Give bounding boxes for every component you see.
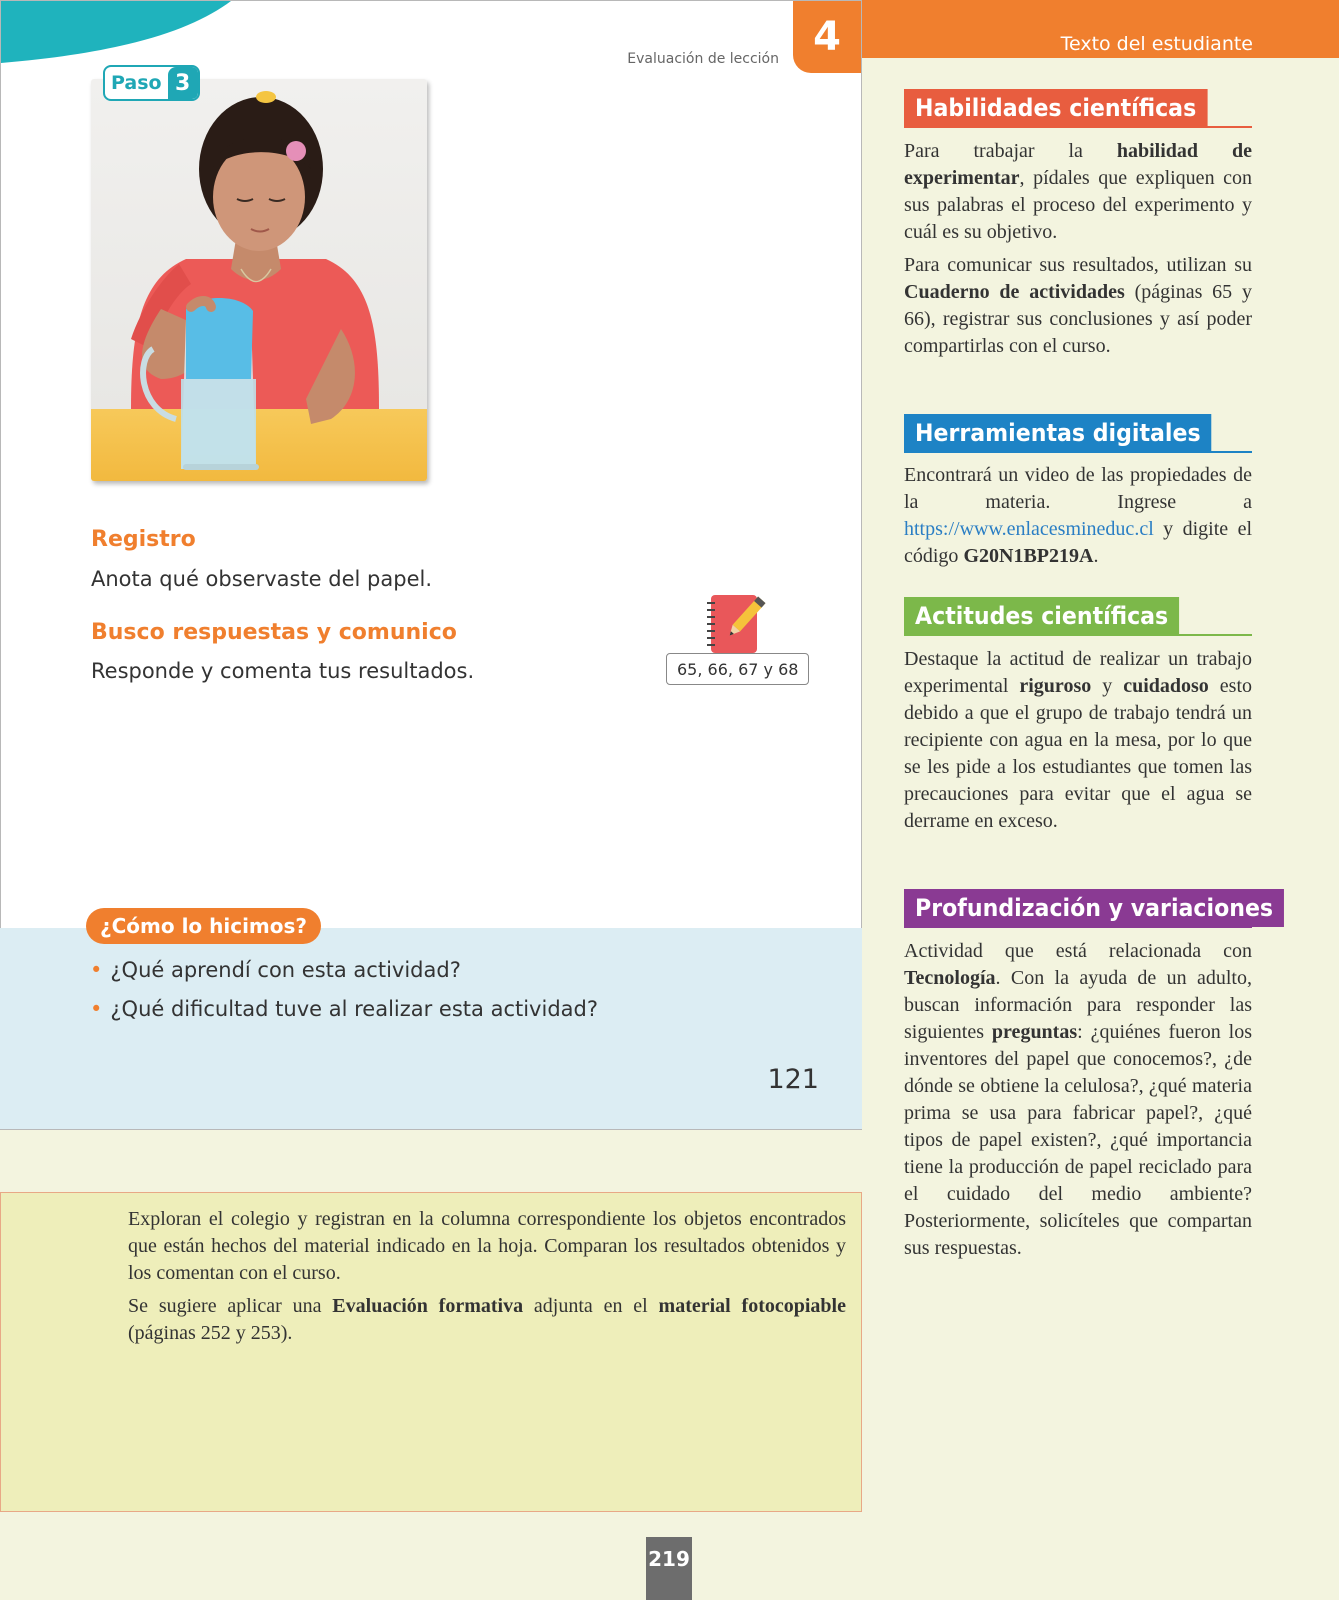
step-badge (103, 65, 200, 101)
student-page-bottom-border (0, 1129, 862, 1130)
habilidades-paragraph (904, 138, 1252, 246)
bold-run: habilidad de experimentar (904, 140, 1252, 189)
profundizacion-body (904, 938, 1252, 1268)
text-run: y (1091, 675, 1124, 697)
registro-instruction: Anota qué observaste del papel. (91, 567, 432, 591)
bold-run: preguntas (991, 1021, 1078, 1043)
bullet-icon: • (90, 958, 103, 982)
text-run: Para comunicar sus resultados, utilizan su (904, 254, 1252, 276)
bold-run: Cuaderno de actividades (904, 281, 1125, 303)
actitudes-paragraph (904, 646, 1252, 835)
herramientas-rule (904, 451, 1252, 453)
text-run: esto debido a que el grupo de trabajo tendrá un recipiente con agua en la mesa, por lo que se les pide a los estudiantes que tomen las precauciones para evitar que el agua se derrame en exceso. (904, 675, 1252, 832)
bold-run: material fotocopiable (658, 1295, 846, 1317)
text-run: . (1093, 545, 1099, 567)
reflection-question (90, 958, 461, 982)
text-run: (páginas 252 y 253). (128, 1322, 293, 1344)
profundizacion-rule (904, 926, 1252, 928)
text-run: Encontrará un video de las propiedades de la materia. Ingrese a (904, 464, 1252, 513)
bold-run: riguroso (1019, 675, 1092, 697)
habilidades-paragraph (904, 252, 1252, 360)
reflection-question-text: ¿Qué aprendí con esta actividad? (110, 958, 461, 982)
bullet-icon: • (90, 997, 103, 1021)
profundizacion-title: Profundización y variaciones (904, 889, 1284, 927)
teacher-note-paragraph (128, 1293, 846, 1347)
actitudes-rule (904, 634, 1252, 636)
reflection-question (90, 997, 598, 1021)
text-run: Actividad que está relacionada con (904, 940, 1252, 962)
text-run: Destaque la actitud de realizar un trabajo experimental (904, 648, 1252, 697)
bold-run: cuidadoso (1123, 675, 1209, 697)
bold-run: Tecnología (904, 967, 996, 989)
step-word: Paso (111, 72, 162, 94)
reflection-title: ¿Cómo lo hicimos? (86, 908, 321, 944)
chapter-tab: 4 (793, 1, 861, 73)
text-run: : ¿quiénes fueron los inventores del papel que conocemos?, ¿de dónde se obtiene la celulosa?, ¿qué materia prima se usa para fabricar papel?, ¿qué tipos de papel existen?, ¿qué importancia tiene la producción de papel reciclado para el cuidado del medio ambiente? Posteriormente, solicíteles que compartan sus respuestas. (904, 1021, 1252, 1259)
text-run: . Con la ayuda de un adulto, buscan información para responder las siguientes (904, 967, 1252, 1043)
busco-heading: Busco respuestas y comunico (91, 620, 457, 645)
bold-run: G20N1BP219A (963, 545, 1094, 567)
habilidades-body (904, 138, 1252, 366)
herramientas-paragraph (904, 462, 1252, 570)
corner-swoosh-decoration (1, 1, 231, 65)
text-run: adjunta en el (523, 1295, 659, 1317)
profundizacion-paragraph (904, 938, 1252, 1262)
text-run: , pídales que expliquen con sus palabras el proceso del experimento y cuál es su objetivo. (904, 167, 1252, 243)
lesson-label: Evaluación de lección (627, 51, 779, 67)
guide-page-number: 219 (646, 1537, 692, 1600)
text-run: Para trabajar la (904, 140, 1117, 162)
herramientas-body (904, 462, 1252, 576)
habilidades-rule (904, 126, 1252, 128)
registro-heading: Registro (91, 527, 196, 552)
reflection-question-text: ¿Qué dificultad tuve al realizar esta actividad? (110, 997, 598, 1021)
actitudes-body (904, 646, 1252, 841)
text-run: Se sugiere aplicar una (128, 1295, 333, 1317)
habilidades-title: Habilidades científicas (904, 89, 1207, 127)
busco-instruction: Responde y comenta tus resultados. (91, 659, 475, 683)
sidebar-header-title: Texto del estudiante (1060, 33, 1253, 55)
girl-with-jug-photo (91, 79, 427, 481)
step-number: 3 (168, 67, 198, 99)
notebook-pages-reference: 65, 66, 67 y 68 (666, 653, 809, 685)
bold-run: Evaluación formativa (332, 1295, 524, 1317)
student-page-number: 121 (767, 1064, 819, 1095)
teacher-note-paragraph: Exploran el colegio y registran en la columna correspondiente los objetos encontrados que están hechos del material indicado en la hoja. Comparan los resultados obtenidos y los comentan con el curso. (128, 1208, 846, 1284)
text-run: (páginas 65 y 66), registrar sus conclusiones y así poder compartirlas con el curso. (904, 281, 1253, 357)
actitudes-title: Actitudes científicas (904, 597, 1179, 635)
enlaces-link[interactable]: https://www.enlacesmineduc.cl (904, 518, 1154, 540)
notebook-pencil-icon (705, 593, 769, 655)
text-run: y digite el código (904, 518, 1252, 567)
herramientas-title: Herramientas digitales (904, 414, 1212, 452)
